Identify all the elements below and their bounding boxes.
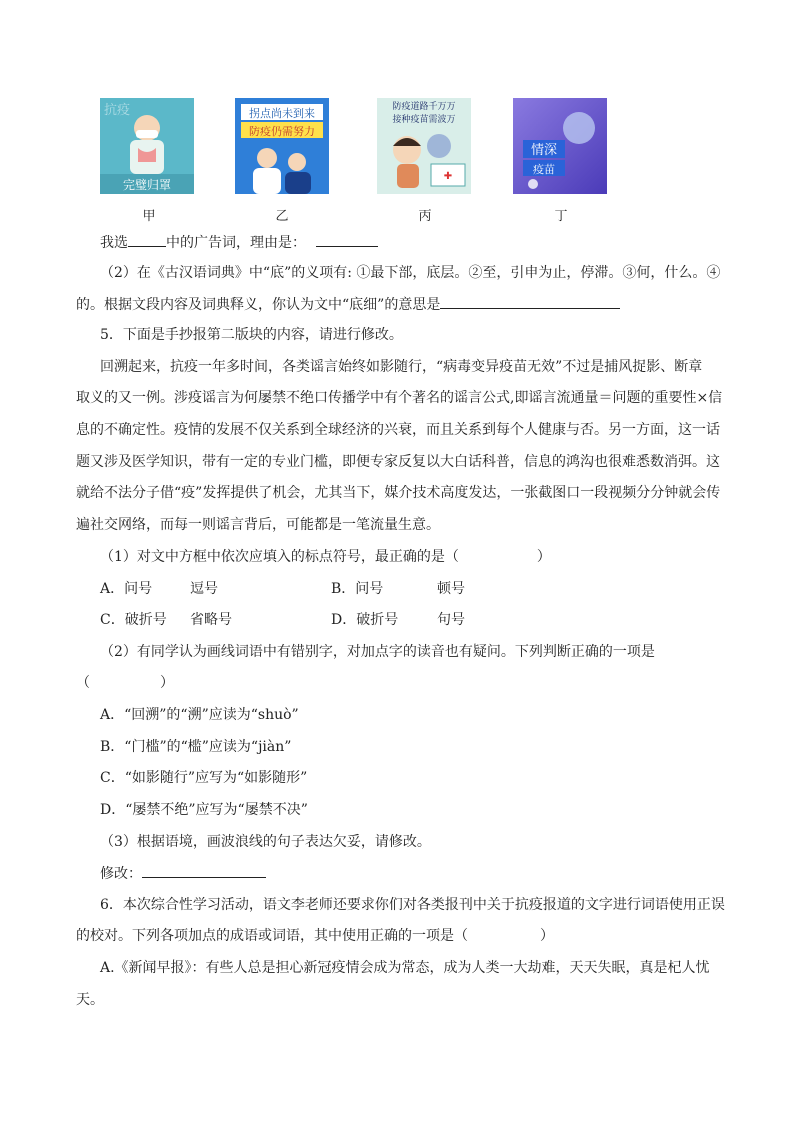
svg-text:防疫仍需努力: 防疫仍需努力	[249, 125, 315, 138]
poster-yi-image	[235, 98, 329, 194]
q5-3-answer-label: 修改：	[100, 866, 142, 882]
q5-2-stem: （2）有同学认为画线词语中有错别字，对加点字的读音也有疑问。下列判断正确的一项是	[100, 644, 655, 660]
q5-1-option-b	[331, 579, 465, 599]
q5-1-option-a-first: A．问号	[100, 581, 153, 597]
q5-1-option-d-second: 句号	[437, 612, 465, 628]
q4-choose-blank	[128, 232, 166, 247]
q5-1-option-b-second: 顿号	[437, 581, 465, 597]
q5-1-option-b-first: B．问号	[331, 581, 384, 597]
poster-bing-image	[377, 98, 471, 194]
svg-text:拐点尚未到来: 拐点尚未到来	[249, 107, 315, 120]
q5-2-option-c: C．“如影随行”应写为“如影随形”	[100, 770, 308, 786]
q6-line2-text: 的校对。下列各项加点的成语或词语，其中使用正确的一项是（	[76, 928, 468, 944]
poster-jia-image	[100, 98, 194, 194]
caption-ding: 丁	[554, 209, 568, 224]
q6-line1: 6．本次综合性学习活动，语文李老师还要求你们对各类报刊中关于抗疫报道的文字进行词语使用正误	[100, 897, 725, 913]
q6-line2	[76, 926, 726, 946]
q5-2-option-b: B．“门槛”的“槛”应读为“jiàn”	[100, 739, 292, 755]
q4-2-line1: （2）在《古汉语词典》中“底”的义项有: ①最下部，底层。②至，引申为止，停滞。③何，什么。④	[100, 265, 721, 281]
q5-1-stem	[100, 547, 750, 567]
svg-text:防疫道路千万万: 防疫道路千万万	[392, 102, 456, 112]
q5-3-stem: （3）根据语境，画波浪线的句子表达欠妥，请修改。	[100, 834, 431, 850]
poster-jia	[100, 98, 194, 194]
q5-title: 5．下面是手抄报第二版块的内容，请进行修改。	[100, 327, 403, 343]
poster-ding-image	[513, 98, 607, 194]
q5-1-option-c-second: 省略号	[190, 612, 232, 628]
q5-2-option-a: A．“回溯”的“溯”应读为“shuò”	[100, 707, 299, 723]
q5-2-paren-line	[76, 673, 726, 693]
q4-2-line2	[76, 294, 726, 315]
poster-bing	[377, 98, 471, 194]
svg-text:抗疫: 抗疫	[104, 103, 131, 118]
poster-yi	[235, 98, 329, 194]
q5-1-close-paren: ）	[536, 549, 551, 565]
q5-passage-line-5: 就给不法分子借“疫”发挥提供了机会，尤其当下，媒介技术高度发达，一张截图口一段视频分分钟就会传	[76, 485, 721, 501]
caption-yi: 乙	[275, 209, 289, 224]
q5-1-option-d-first: D．破折号	[331, 612, 399, 628]
q5-1-stem-text: （1）对文中方框中依次应填入的标点符号，最正确的是（	[100, 549, 459, 565]
q5-3-answer-blank	[142, 863, 266, 878]
q5-1-option-d	[331, 610, 465, 630]
q5-passage-line-3: 息的不确定性。疫情的发展不仅关系到全球经济的兴衰，而且关系到每个人健康与否。另一方面，这一话	[76, 422, 720, 438]
q4-choose-prefix: 我选	[100, 235, 128, 251]
q6-close-paren: ）	[540, 928, 554, 944]
q5-passage-line-6: 遍社交网络，而每一则谣言背后，可能都是一笔流量生意。	[76, 517, 440, 533]
q4-choose-middle: 中的广告词，理由是：	[166, 235, 306, 251]
svg-text:疫苗: 疫苗	[533, 163, 555, 176]
q5-passage-line-1: 回溯起来，抗疫一年多时间，各类谣言始终如影随行，“病毒变异疫苗无效”不过是捕风捉影、断章	[100, 359, 703, 375]
q6-option-a-line1: A.《新闻早报》：有些人总是担心新冠疫情会成为常态，成为人类一大劫难，天天失眠，真是杞人忧	[100, 960, 710, 976]
q5-2-option-d: D．“屡禁不绝”应写为“屡禁不决”	[100, 802, 308, 818]
svg-text:✚: ✚	[443, 171, 453, 182]
caption-jia: 甲	[142, 209, 156, 224]
svg-text:完璧归罩: 完璧归罩	[122, 178, 172, 192]
q5-passage-line-4: 题又涉及医学知识，带有一定的专业门槛，即便专家反复以大白话科普，信息的鸿沟也很难悉数消弭。这	[76, 454, 720, 470]
q4-2-line2-text: 的。根据文段内容及词典释义，你认为文中“底细”的意思是	[76, 297, 441, 313]
q5-1-option-c	[100, 610, 232, 630]
q5-1-option-a	[100, 579, 218, 599]
q4-2-blank	[440, 294, 620, 309]
poster-ding	[513, 98, 607, 194]
q5-1-option-a-second: 逗号	[190, 581, 218, 597]
q4-reason-blank	[316, 232, 378, 247]
caption-bing: 丙	[418, 209, 432, 224]
q5-passage-line-2: 取义的又一例。涉疫谣言为何屡禁不绝口传播学中有个著名的谣言公式,即谣言流通量＝问题的重要性×信	[76, 390, 723, 406]
q5-2-close-paren: ）	[160, 675, 174, 691]
svg-text:情深: 情深	[530, 143, 558, 158]
q5-3-answer-line	[100, 863, 750, 884]
q6-option-a-line2: 天。	[76, 992, 104, 1008]
q5-1-option-c-first: C．破折号	[100, 612, 167, 628]
q5-2-open-paren: （	[76, 675, 90, 691]
svg-text:接种疫苗需波万: 接种疫苗需波万	[392, 115, 456, 125]
q4-choose-line	[100, 232, 750, 253]
